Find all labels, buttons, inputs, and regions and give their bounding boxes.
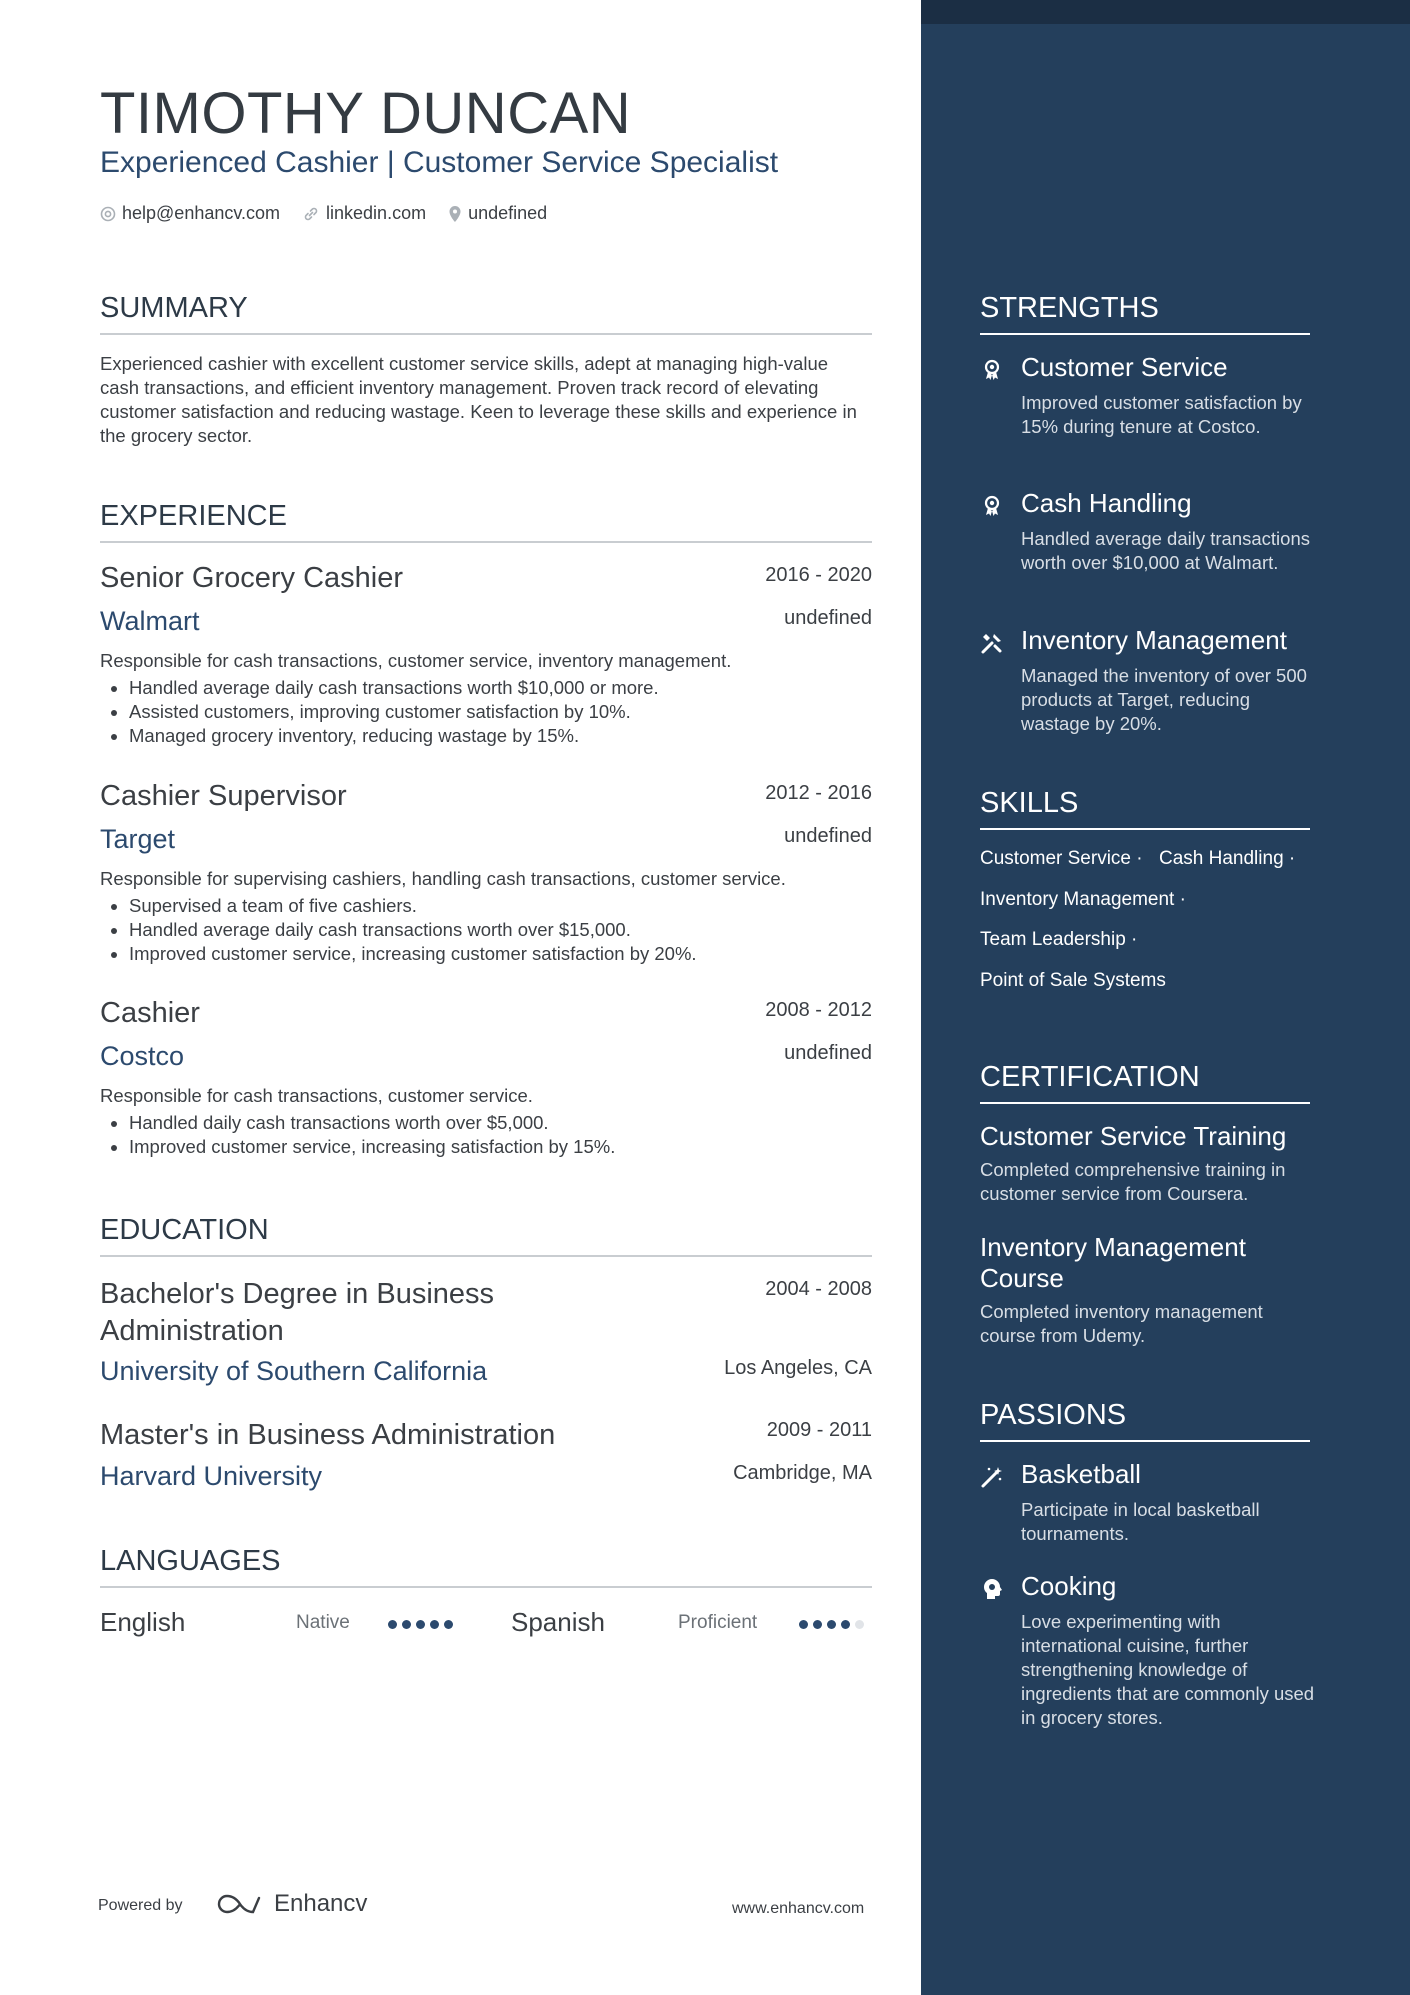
summary-text: Experienced cashier with excellent customer service skills, adept at managing high-value cash transactions, and efficient inventory management. Proven track record of elevating customer satisfaction and reducing wastage. Keen to leverage these skills and experience in the grocery sector. <box>100 353 857 446</box>
education-dates: 2004 - 2008 <box>765 1278 872 1300</box>
job-bullets <box>100 894 697 966</box>
location-pin-icon <box>448 205 462 223</box>
language-name: English <box>100 1607 186 1637</box>
head-icon <box>980 1577 1004 1601</box>
rating-dot-filled <box>430 1620 439 1629</box>
education-degree: Bachelor's Degree in Business Administration <box>100 1278 495 1347</box>
location-text: undefined <box>468 203 548 223</box>
candidate-name: TIMOTHY DUNCAN <box>100 81 632 146</box>
strength-title: Inventory Management <box>1021 625 1287 655</box>
language-name: Spanish <box>511 1607 605 1637</box>
job-bullets <box>100 1111 615 1159</box>
award-icon <box>980 358 1004 382</box>
job-location: undefined <box>784 1042 872 1064</box>
footer-powered-by: Powered by <box>98 1897 183 1914</box>
sidebar <box>921 0 1410 1995</box>
language-level: Native <box>296 1612 350 1633</box>
award-icon <box>980 494 1004 518</box>
rating-dot-filled <box>388 1620 397 1629</box>
job-company: Costco <box>100 1041 185 1071</box>
job-bullet: • Managed grocery inventory, reducing wastage by 15%. <box>129 724 659 748</box>
job-bullet: • Supervised a team of five cashiers. <box>129 894 697 918</box>
education-degree: Master's in Business Administration <box>100 1419 556 1451</box>
job-bullets <box>100 676 659 748</box>
magic-wand-icon <box>980 1465 1004 1489</box>
strength-title: Customer Service <box>1021 352 1228 382</box>
education-school: Harvard University <box>100 1461 323 1491</box>
skill-item: Customer Service · <box>980 848 1143 869</box>
certification-description: Completed inventory management course from Udemy. <box>980 1301 1263 1346</box>
job-company: Target <box>100 824 176 854</box>
rating-dot-filled <box>444 1620 453 1629</box>
linkedin-text: linkedin.com <box>326 203 427 223</box>
passion-description: Love experimenting with international cuisine, further strengthening knowledge of ingredients that are commonly used in grocery stores. <box>1021 1611 1315 1728</box>
footer-brand-name: Enhancv <box>274 1890 368 1917</box>
job-location: undefined <box>784 607 872 629</box>
candidate-title: Experienced Cashier | Customer Service Specialist <box>100 146 779 179</box>
sidebar-top-bar <box>921 0 1410 24</box>
certification-title: Inventory Management Course <box>980 1232 1246 1293</box>
strength-description: Handled average daily transactions worth over $10,000 at Walmart. <box>1021 528 1310 573</box>
job-role: Cashier Supervisor <box>100 780 347 812</box>
job-description: Responsible for cash transactions, customer service. <box>100 1085 533 1106</box>
certification-item <box>980 1232 1310 1348</box>
rating-dot-filled <box>799 1620 808 1629</box>
job-location: undefined <box>784 825 872 847</box>
rating-dot-empty <box>855 1620 864 1629</box>
rating-dot-filled <box>813 1620 822 1629</box>
language-rating <box>799 1620 864 1629</box>
education-heading: EDUCATION <box>100 1214 872 1257</box>
passion-title: Basketball <box>1021 1459 1141 1489</box>
tools-icon <box>980 631 1004 655</box>
summary-heading: SUMMARY <box>100 292 872 335</box>
job-bullet: • Improved customer service, increasing satisfaction by 15%. <box>129 1135 615 1159</box>
skills-heading: SKILLS <box>980 787 1310 830</box>
certification-title: Customer Service Training <box>980 1121 1287 1151</box>
certification-item <box>980 1121 1310 1206</box>
footer-brand[interactable] <box>216 1890 367 1918</box>
contact-location <box>448 203 547 224</box>
languages-row <box>100 1605 872 1639</box>
certification-heading: CERTIFICATION <box>980 1061 1310 1104</box>
enhancv-logo-icon <box>216 1892 264 1916</box>
passions-heading: PASSIONS <box>980 1399 1310 1442</box>
job-description: Responsible for supervising cashiers, handling cash transactions, customer service. <box>100 868 786 889</box>
strengths-heading: STRENGTHS <box>980 292 1310 335</box>
skill-item: Cash Handling · <box>1159 848 1296 869</box>
contact-linkedin[interactable] <box>302 203 426 224</box>
education-school: University of Southern California <box>100 1356 488 1386</box>
experience-heading: EXPERIENCE <box>100 500 872 543</box>
language-rating <box>388 1620 453 1629</box>
rating-dot-filled <box>827 1620 836 1629</box>
rating-dot-filled <box>841 1620 850 1629</box>
education-location: Los Angeles, CA <box>724 1357 872 1379</box>
contact-email[interactable] <box>100 203 280 224</box>
job-bullet: • Improved customer service, increasing customer satisfaction by 20%. <box>129 942 697 966</box>
job-dates: 2012 - 2016 <box>765 782 872 804</box>
footer-url[interactable]: www.enhancv.com <box>732 1900 865 1917</box>
passion-description: Participate in local basketball tournaments. <box>1021 1499 1260 1544</box>
job-dates: 2008 - 2012 <box>765 999 872 1021</box>
email-text: help@enhancv.com <box>122 203 281 223</box>
language-level: Proficient <box>678 1612 758 1633</box>
contact-info <box>100 203 547 224</box>
rating-dot-filled <box>416 1620 425 1629</box>
job-description: Responsible for cash transactions, customer service, inventory management. <box>100 650 732 671</box>
skill-item: Team Leadership · <box>980 929 1138 950</box>
at-icon <box>100 206 116 222</box>
education-location: Cambridge, MA <box>733 1462 872 1484</box>
strength-description: Improved customer satisfaction by 15% during tenure at Costco. <box>1021 392 1302 437</box>
languages-heading: LANGUAGES <box>100 1545 872 1588</box>
job-role: Cashier <box>100 997 200 1029</box>
certification-description: Completed comprehensive training in customer service from Coursera. <box>980 1159 1286 1204</box>
strength-description: Managed the inventory of over 500 products at Target, reducing wastage by 20%. <box>1021 665 1307 734</box>
strength-title: Cash Handling <box>1021 488 1192 518</box>
link-icon <box>302 205 320 223</box>
skill-item: Point of Sale Systems <box>980 970 1166 991</box>
job-bullet: • Handled average daily cash transactions worth $10,000 or more. <box>129 676 659 700</box>
job-role: Senior Grocery Cashier <box>100 562 403 594</box>
passion-title: Cooking <box>1021 1571 1117 1601</box>
education-dates: 2009 - 2011 <box>766 1419 872 1441</box>
skill-item: Inventory Management · <box>980 889 1186 910</box>
job-company: Walmart <box>100 606 200 636</box>
job-bullet: • Handled average daily cash transactions worth over $15,000. <box>129 918 697 942</box>
job-bullet: • Assisted customers, improving customer satisfaction by 10%. <box>129 700 659 724</box>
job-dates: 2016 - 2020 <box>765 564 872 586</box>
rating-dot-filled <box>402 1620 411 1629</box>
job-bullet: • Handled daily cash transactions worth over $5,000. <box>129 1111 615 1135</box>
